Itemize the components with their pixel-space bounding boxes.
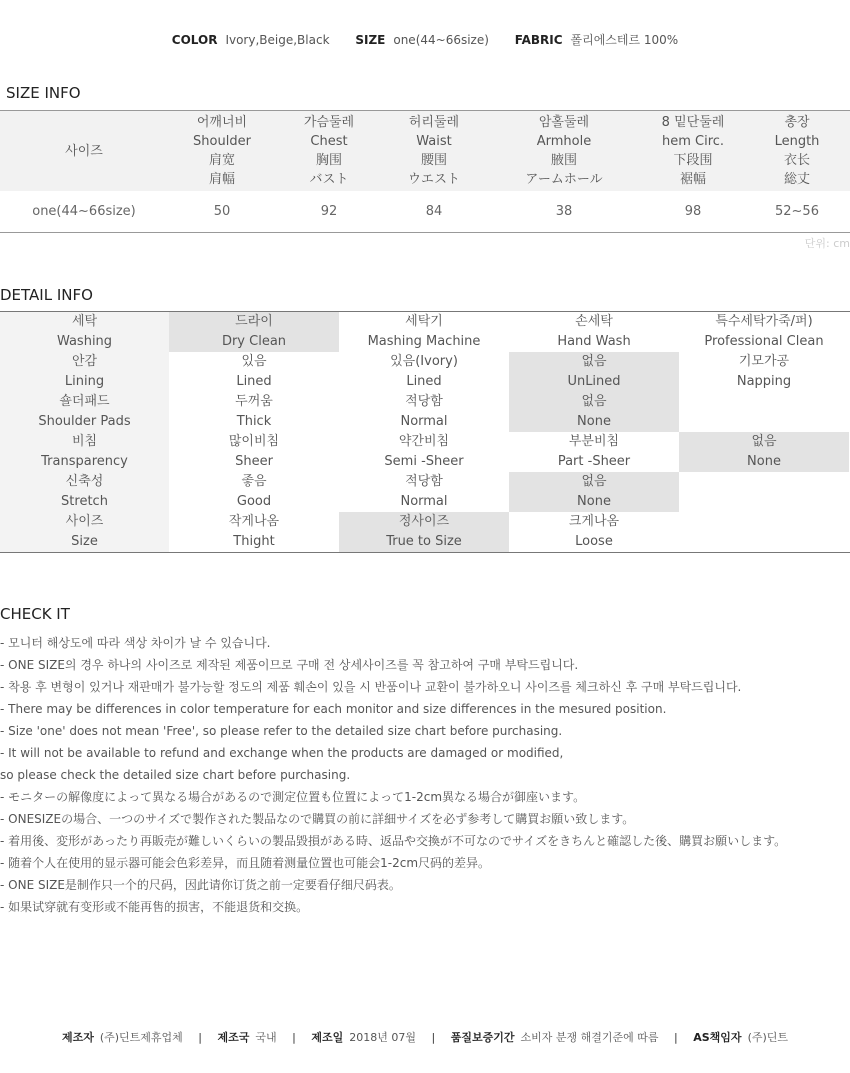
detail-text-ko: 세탁기 xyxy=(405,314,443,329)
detail-text-ko: 안감 xyxy=(71,354,98,369)
footer-value: (주)딘트제휴업체 xyxy=(99,1031,183,1044)
check-it-title: CHECK IT xyxy=(0,605,70,623)
detail-option xyxy=(339,472,509,512)
size-value-length: 52~56 xyxy=(775,204,819,219)
footer-value: 2018년 07월 xyxy=(349,1031,417,1044)
detail-text-ko: 있음 xyxy=(241,354,267,369)
detail-text-en: None xyxy=(577,414,611,429)
detail-text-en: Sheer xyxy=(235,454,273,469)
detail-row xyxy=(0,512,850,552)
detail-option xyxy=(339,392,509,432)
size-header-hem: 8 밑단둘레 hem Circ. 下段围 裾幅 xyxy=(661,115,725,187)
detail-option xyxy=(679,392,849,432)
size-value-waist: 84 xyxy=(425,204,443,219)
detail-option xyxy=(339,432,509,472)
detail-text-ko: 정사이즈 xyxy=(398,514,450,529)
check-it-list xyxy=(0,632,850,918)
detail-text-ko: 적당함 xyxy=(405,394,443,409)
detail-text-en: UnLined xyxy=(567,374,621,389)
detail-text-ko: 기모가공 xyxy=(738,354,790,369)
footer-label: 제조자 xyxy=(61,1031,94,1044)
detail-text-en: None xyxy=(747,454,781,469)
product-summary xyxy=(0,31,850,48)
detail-text-ko: 비침 xyxy=(71,434,98,449)
footer-value: 소비자 분쟁 해결기준에 따름 xyxy=(520,1031,659,1044)
detail-option-selected xyxy=(339,512,509,552)
size-header-chest: 가슴둘레 Chest 胸围 バスト xyxy=(303,115,355,187)
detail-text-ko: 없음 xyxy=(581,394,607,409)
detail-row xyxy=(0,392,850,432)
size-header-shoulder: 어깨너비 Shoulder 肩宽 肩幅 xyxy=(193,115,251,187)
detail-row-label xyxy=(0,432,169,472)
detail-text-ko: 두꺼움 xyxy=(235,394,273,409)
size-header-armhole: 암홀둘레 Armhole 腋围 アームホール xyxy=(525,115,603,187)
check-line: - 如果试穿就有变形或不能再售的损害，不能退货和交换。 xyxy=(0,900,309,914)
detail-text-ko: 사이즈 xyxy=(65,514,104,529)
unit-note: 단위: cm xyxy=(804,237,850,250)
size-header-length: 총장 Length 衣长 総丈 xyxy=(774,115,820,187)
footer-separator: | xyxy=(292,1031,296,1044)
size-row-label: one(44~66size) xyxy=(32,204,136,219)
check-line: - ONESIZEの場合、一つのサイズで製作された製品なので購買の前に詳細サイズを必ず参考して購買お願い致します。 xyxy=(0,812,635,826)
detail-text-en: Dry Clean xyxy=(221,334,287,349)
fabric-label: FABRIC xyxy=(514,33,563,47)
footer-value: (주)딘트 xyxy=(747,1031,789,1044)
size-label: SIZE xyxy=(355,33,386,47)
detail-text-ko: 작게나옴 xyxy=(228,514,280,529)
detail-text-ko: 좋음 xyxy=(241,474,267,489)
detail-option xyxy=(509,432,679,472)
size-value: one(44~66size) xyxy=(393,33,489,47)
detail-text-en: Hand Wash xyxy=(557,334,631,349)
check-line: - It will not be available to refund and exchange when the products are damaged or modified, xyxy=(0,746,564,760)
detail-option xyxy=(339,312,509,352)
detail-text-ko: 크게나옴 xyxy=(568,514,620,529)
detail-text-ko: 없음 xyxy=(581,354,607,369)
detail-text-ko: 약간비침 xyxy=(398,434,450,449)
detail-text-ko: 드라이 xyxy=(235,314,273,329)
detail-option xyxy=(679,512,849,552)
size-value-shoulder: 50 xyxy=(213,204,231,219)
fabric-value: 폴리에스테르 100% xyxy=(570,33,679,47)
detail-text-ko: 세탁 xyxy=(71,314,98,329)
detail-row xyxy=(0,432,850,472)
color-value: Ivory,Beige,Black xyxy=(225,33,330,47)
check-line: - Size 'one' does not mean 'Free', so please refer to the detailed size chart before purchasing. xyxy=(0,724,563,738)
footer-label: 제조일 xyxy=(311,1031,344,1044)
size-header-waist: 허리둘레 Waist 腰围 ウエスト xyxy=(407,115,460,187)
size-value-chest: 92 xyxy=(320,204,338,219)
detail-text-en: Size xyxy=(71,534,98,549)
detail-text-en: Shoulder Pads xyxy=(38,414,131,429)
detail-text-en: Part -Sheer xyxy=(557,454,631,469)
detail-row-label xyxy=(0,312,169,352)
check-line: - There may be differences in color temperature for each monitor and size differences in the mesured position. xyxy=(0,702,667,716)
detail-table xyxy=(0,311,850,553)
size-table-row xyxy=(0,191,850,233)
size-value-hem: 98 xyxy=(684,204,702,219)
size-info-title: SIZE INFO xyxy=(6,84,81,102)
detail-option xyxy=(679,352,849,392)
detail-text-en: Normal xyxy=(400,414,448,429)
detail-text-en: Stretch xyxy=(61,494,108,509)
detail-option xyxy=(169,352,339,392)
detail-text-en: Good xyxy=(236,494,272,509)
check-line: - 착용 후 변형이 있거나 재판매가 불가능할 정도의 제품 훼손이 있을 시 반품이나 교환이 불가하오니 사이즈를 체크하신 후 구매 부탁드립니다. xyxy=(0,680,742,694)
detail-info-title: DETAIL INFO xyxy=(0,286,93,304)
detail-text-ko: 없음 xyxy=(581,474,607,489)
detail-text-ko: 숄더패드 xyxy=(59,394,110,409)
detail-option xyxy=(679,472,849,512)
detail-text-en: Washing xyxy=(56,334,113,349)
detail-row-label xyxy=(0,512,169,552)
check-line: - ONE SIZE是制作只一个的尺码，因此请你订货之前一定要看仔细尺码表。 xyxy=(0,878,401,892)
footer xyxy=(0,1029,850,1045)
detail-text-en: Semi -Sheer xyxy=(384,454,464,469)
size-table xyxy=(0,110,850,233)
size-value-armhole: 38 xyxy=(555,204,573,219)
detail-row xyxy=(0,352,850,392)
detail-text-ko: 손세탁 xyxy=(575,314,613,329)
footer-label: 품질보증기간 xyxy=(450,1031,515,1044)
detail-text-en: Transparency xyxy=(41,454,128,469)
detail-option xyxy=(169,392,339,432)
check-line: - 모니터 해상도에 따라 색상 차이가 날 수 있습니다. xyxy=(0,636,271,650)
footer-value: 국내 xyxy=(255,1031,277,1044)
detail-text-en: Thick xyxy=(236,414,272,429)
detail-text-ko: 없음 xyxy=(751,434,777,449)
detail-row-label xyxy=(0,392,169,432)
check-line: - モニターの解像度によって異なる場合があるので測定位置も位置によって1-2cm異なる場合が御座います。 xyxy=(0,790,586,804)
check-line: - 着用後、変形があったり再販売が難しいくらいの製品毀損がある時、返品や交換が不可なのでサイズをきちんと確認した後、購買お願いします。 xyxy=(0,834,787,848)
detail-option xyxy=(679,312,849,352)
detail-text-ko: 부분비침 xyxy=(568,434,620,449)
detail-option-selected xyxy=(169,312,339,352)
detail-option-selected xyxy=(509,392,679,432)
detail-text-en: Thight xyxy=(233,534,275,549)
detail-text-en: True to Size xyxy=(386,534,462,549)
check-line: - ONE SIZE의 경우 하나의 사이즈로 제작된 제품이므로 구매 전 상세사이즈를 꼭 참고하여 구매 부탁드립니다. xyxy=(0,658,579,672)
detail-option-selected xyxy=(509,352,679,392)
color-label: COLOR xyxy=(171,33,218,47)
detail-text-en: Loose xyxy=(575,534,613,549)
detail-option xyxy=(339,352,509,392)
footer-separator: | xyxy=(674,1031,678,1044)
detail-text-ko: 적당함 xyxy=(405,474,443,489)
detail-text-en: Napping xyxy=(736,374,792,389)
check-line: - 随着个人在使用的显示器可能会色彩差异，而且随着测量位置也可能会1-2cm尺码的差异。 xyxy=(0,856,491,870)
detail-text-ko: 특수세탁가죽/퍼) xyxy=(715,314,813,329)
detail-text-en: None xyxy=(577,494,611,509)
footer-separator: | xyxy=(431,1031,436,1044)
footer-separator: | xyxy=(198,1031,203,1044)
footer-label: AS책임자 xyxy=(693,1031,742,1044)
detail-row xyxy=(0,472,850,512)
detail-option xyxy=(169,472,339,512)
size-table-header xyxy=(0,111,850,191)
detail-text-en: Lining xyxy=(64,374,105,389)
detail-option-selected xyxy=(509,472,679,512)
size-header-cell: 사이즈 xyxy=(65,143,103,159)
detail-text-en: Normal xyxy=(400,494,448,509)
detail-row-label xyxy=(0,472,169,512)
detail-text-en: Professional Clean xyxy=(704,334,824,349)
detail-option xyxy=(169,512,339,552)
detail-text-ko: 신축성 xyxy=(65,474,104,489)
detail-text-ko: 있음(Ivory) xyxy=(390,354,458,369)
detail-text-en: Lined xyxy=(236,374,272,389)
detail-option xyxy=(509,312,679,352)
detail-text-en: Mashing Machine xyxy=(367,334,481,349)
detail-text-ko: 많이비침 xyxy=(228,434,280,449)
detail-row-label xyxy=(0,352,169,392)
detail-option xyxy=(169,432,339,472)
detail-row xyxy=(0,312,850,352)
footer-label: 제조국 xyxy=(217,1031,250,1044)
check-line: so please check the detailed size chart before purchasing. xyxy=(0,768,351,782)
detail-option-selected xyxy=(679,432,849,472)
detail-text-en: Lined xyxy=(406,374,442,389)
detail-option xyxy=(509,512,679,552)
